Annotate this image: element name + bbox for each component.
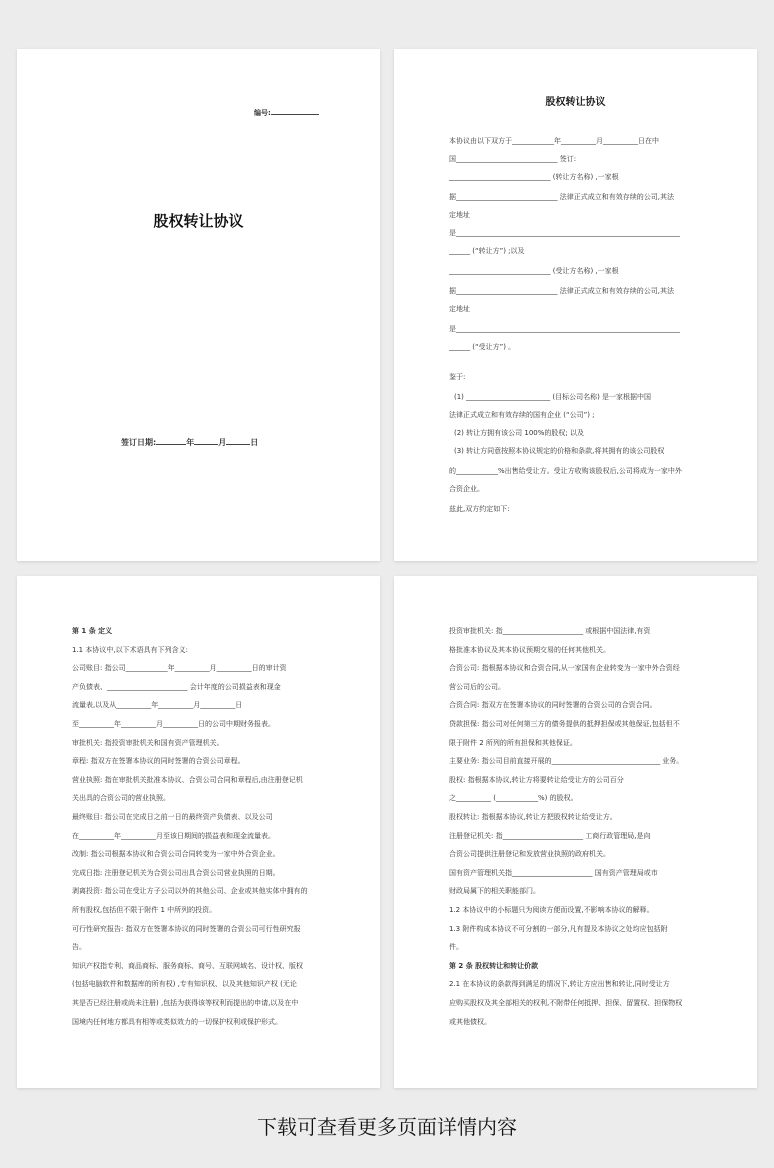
footer-caption: 下载可查看更多页面详情内容	[257, 1115, 517, 1139]
page2-line: 据_____________________________ 法律正式成立和有效存续的公司,其法	[449, 193, 674, 201]
page4-line: 格批准本协议及其本协议预期交易的任何其他机关。	[449, 645, 610, 654]
page4-line: 财政局属下的相关职能部门。	[449, 887, 540, 896]
page2-line: 国_____________________________ 签订:	[449, 155, 577, 163]
page2-line: 鉴于:	[449, 373, 466, 381]
page3-line: 在__________年__________月至该日期间的损益表和现金流量表。	[72, 831, 275, 840]
page3-line: (包括电脑软件和数据库的所有权) ,专有知识权、以及其他知识产权 (无论	[72, 980, 297, 989]
page3-line: 关出具的合资公司的营业执照。	[72, 794, 170, 803]
page4-line: 投资审批机关: 指_______________________ 或根据中国法律,有资	[449, 627, 651, 635]
page2-line: (3) 转让方同意按照本协议规定的价格和条款,将其拥有的该公司股权	[454, 447, 665, 455]
page2-line: 兹此,双方约定如下:	[449, 505, 510, 513]
page3-line: 其是否已经注册或尚未注册) ,包括为获得该等权利而提出的申请,以及在中	[72, 999, 299, 1007]
page3-line: 完成日指: 注册登记机关为合资公司出具合资公司营业执照的日期。	[72, 868, 280, 877]
document-number-blank	[271, 107, 319, 115]
page4-line: 国有资产管理机关指_______________________ 国有资产管理局或市	[449, 868, 658, 877]
page3-line: 流量表,以及从__________年__________月__________日	[72, 701, 243, 710]
page4-line: 股权: 指根据本协议,转让方将要转让给受让方的公司百分	[449, 775, 624, 784]
page4-line: 贷款担保: 指公司对任何第三方的债务提供的抵押担保或其他保证,包括但不	[449, 720, 680, 728]
page3-line: 产负债表、_______________________ 会计年度的公司损益表和现金	[72, 682, 281, 691]
page3-line: 知识产权指专利、商品商标、服务商标、商号、互联网域名、设计权、版权	[72, 961, 303, 970]
page3-line: 1.1 本协议中,以下术语具有下列含义:	[72, 645, 188, 654]
page3-line: 可行性研究报告: 指双方在签署本协议的同时签署的合资公司可行性研究报	[72, 924, 301, 933]
document-number-label: 编号:	[254, 109, 271, 117]
page2-line: ______ (“受让方”) 。	[449, 343, 516, 351]
page2-line: 法律正式成立和有效存续的国有企业 (“公司”) ;	[449, 411, 595, 419]
page3-line: 章程: 指双方在签署本协议的同时签署的合资公司章程。	[72, 757, 245, 766]
page2-title: 股权转让协议	[545, 97, 606, 108]
page2-line: _____________________________ (转让方名称) ,一家根	[449, 173, 619, 181]
page3-line: 营业执照: 指在审批机关批准本协议、合资公司合同和章程后,由注册登记机	[72, 775, 303, 784]
page2-line: (2) 转让方拥有该公司 100%的股权; 以及	[454, 429, 584, 437]
page4-line: 1.3 附件构成本协议不可分割的一部分,凡有提及本协议之处均应包括附	[449, 924, 668, 933]
page4-line: 营公司后的公司。	[449, 682, 505, 691]
sign-date-field	[121, 437, 258, 447]
month-blank	[194, 437, 218, 445]
page3-line: 第 1 条 定义	[72, 627, 113, 635]
page3-line: 审批机关: 指投资审批机关和国有资产管理机关。	[72, 738, 224, 747]
page2-line: ______ (“转让方”) ;以及	[449, 247, 525, 255]
page3-line: 最终账目: 指公司在完成日之前一日的最终资产负债表、以及公司	[72, 813, 273, 821]
page3-line: 剥离投资: 指公司在受让方子公司以外的其他公司、企业或其他实体中拥有的	[72, 887, 308, 896]
day-blank	[226, 437, 250, 445]
agreement-intro-page	[394, 49, 757, 561]
page4-line: 之__________ (____________%) 的股权。	[449, 794, 578, 803]
page2-line: 定地址	[449, 211, 470, 219]
definitions-page	[17, 576, 380, 1088]
page3-line: 公司账目: 指公司____________年__________月__________日的审计资	[72, 664, 287, 673]
year-blank	[156, 437, 186, 445]
document-number-field	[254, 107, 319, 118]
year-unit: 年	[186, 438, 195, 447]
page2-line: 据_____________________________ 法律正式成立和有效存续的公司,其法	[449, 287, 674, 295]
definitions-continued-page	[394, 576, 757, 1088]
day-unit: 日	[250, 438, 259, 447]
page2-line: 是________________________________________________________________	[449, 325, 680, 333]
page4-line: 限于附件 2 所列的所有担保和其他保证。	[449, 738, 577, 747]
page2-line: 定地址	[449, 305, 470, 313]
cover-title: 股权转让协议	[153, 212, 244, 230]
page4-line: 股权转让: 指根据本协议,转让方把股权转让给受让方。	[449, 813, 617, 821]
page4-line: 合资合同: 指双方在签署本协议的同时签署的合资公司的合资合同。	[449, 701, 657, 710]
page3-line: 告。	[72, 943, 86, 952]
month-unit: 月	[218, 438, 227, 447]
page3-line: 至__________年__________月__________日的公司中期财务报表。	[72, 720, 275, 728]
page3-line: 改制: 指公司根据本协议和合资公司合同转变为一家中外合资企业。	[72, 850, 280, 859]
page4-line: 应购买股权及其全部相关的权利,不附带任何抵押、担保、留置权、担保物权	[449, 999, 683, 1007]
page2-line: 合资企业。	[449, 485, 484, 493]
page2-line: (1) ________________________ (目标公司名称) 是一家根据中国	[454, 393, 652, 401]
page4-line: 第 2 条 股权转让和转让价款	[449, 961, 539, 970]
page2-line: _____________________________ (受让方名称) ,一家根	[449, 267, 619, 275]
sign-date-label: 签订日期:	[121, 438, 157, 447]
page4-line: 2.1 在本协议的条款得到满足的情况下,转让方应出售和转让,同时受让方	[449, 980, 670, 989]
page4-line: 1.2 本协议中的小标题只为阅读方便而设置,不影响本协议的解释。	[449, 906, 654, 914]
page4-line: 合资公司: 指根据本协议和合资合同,从一家国有企业转变为一家中外合资经	[449, 664, 680, 673]
page2-line: 是________________________________________________________________	[449, 229, 680, 237]
page2-line: 的____________%出售给受让方。受让方收购该股权后,公司将成为一家中外	[449, 467, 682, 475]
cover-page	[17, 49, 380, 561]
page4-line: 件。	[449, 943, 463, 952]
page3-line: 国境内任何地方都具有相等或类似效力的一切保护权利或保护形式。	[72, 1017, 282, 1026]
page3-line: 所有股权,包括但不限于附件 1 中所列的投资。	[72, 906, 217, 914]
page2-line: 本协议由以下双方于____________年__________月__________日在中	[449, 137, 659, 145]
page4-line: 主要业务: 指公司目前直接开展的_______________________________ 业务。	[449, 757, 684, 766]
page4-line: 或其他债权。	[449, 1017, 491, 1026]
page4-line: 合资公司提供注册登记和发放营业执照的政府机关。	[449, 850, 610, 859]
page4-line: 注册登记机关: 指_______________________ 工商行政管理局,是向	[449, 831, 651, 840]
